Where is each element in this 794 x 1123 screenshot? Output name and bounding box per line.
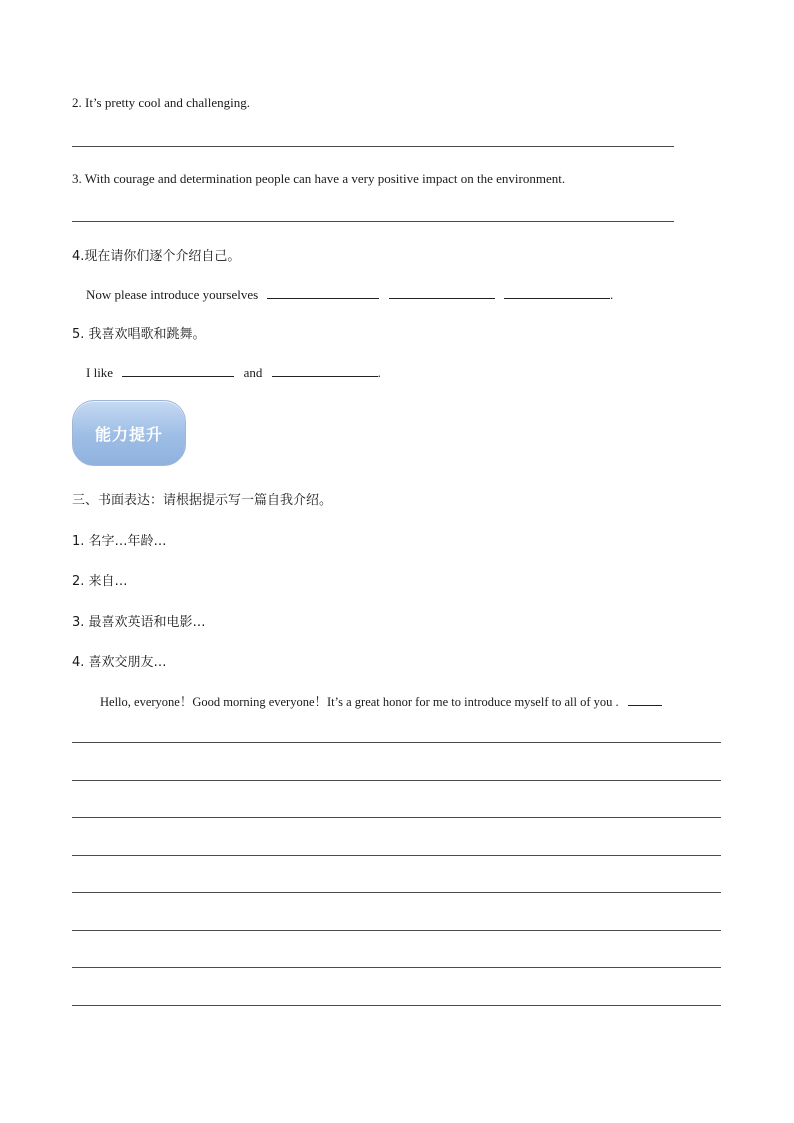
item4-blank-1[interactable] <box>267 286 379 299</box>
item4-answer-suffix: . <box>609 287 614 302</box>
section-badge-label: 能力提升 <box>94 424 163 444</box>
writing-opening-line <box>100 692 662 710</box>
item5-answer-suffix: . <box>377 365 381 380</box>
item4-blank-3[interactable] <box>504 286 610 299</box>
writing-line[interactable] <box>72 817 721 818</box>
hint-3: 3. 最喜欢英语和电影… <box>72 615 206 630</box>
writing-line[interactable] <box>72 892 721 893</box>
writing-heading: 三、书面表达：请根据提示写一篇自我介绍。 <box>72 493 333 508</box>
answer-line-3[interactable] <box>72 221 674 222</box>
writing-opening: Hello, everyone！Good morning everyone！It’s a great honor for me to introduce myself to all of you . <box>100 695 619 709</box>
item5-blank-2[interactable] <box>272 364 378 377</box>
translate-item-2: 2. It’s pretty cool and challenging. <box>72 95 250 110</box>
item4-prompt: 4.现在请你们逐个介绍自己。 <box>72 249 241 264</box>
writing-line[interactable] <box>72 1005 721 1006</box>
writing-line[interactable] <box>72 855 721 856</box>
writing-line[interactable] <box>72 967 721 968</box>
writing-line[interactable] <box>72 780 721 781</box>
hint-2: 2. 来自… <box>72 574 128 589</box>
writing-start-blank[interactable] <box>628 693 662 706</box>
section-badge <box>72 400 186 466</box>
item5-answer <box>86 364 381 381</box>
item5-blank-1[interactable] <box>122 364 234 377</box>
item5-prompt: 5. 我喜欢唱歌和跳舞。 <box>72 327 206 342</box>
item4-answer <box>86 286 613 303</box>
answer-line-2[interactable] <box>72 146 674 147</box>
item4-answer-prefix: Now please introduce yourselves <box>86 287 259 302</box>
item5-answer-prefix: I like <box>86 365 114 380</box>
hint-1: 1. 名字…年龄… <box>72 534 167 549</box>
writing-line[interactable] <box>72 742 721 743</box>
translate-item-3: 3. With courage and determination people can have a very positive impact on the environment. <box>72 171 566 186</box>
hint-4: 4. 喜欢交朋友… <box>72 655 167 670</box>
item5-answer-middle: and <box>243 365 263 380</box>
writing-line[interactable] <box>72 930 721 931</box>
item4-blank-2[interactable] <box>389 286 495 299</box>
